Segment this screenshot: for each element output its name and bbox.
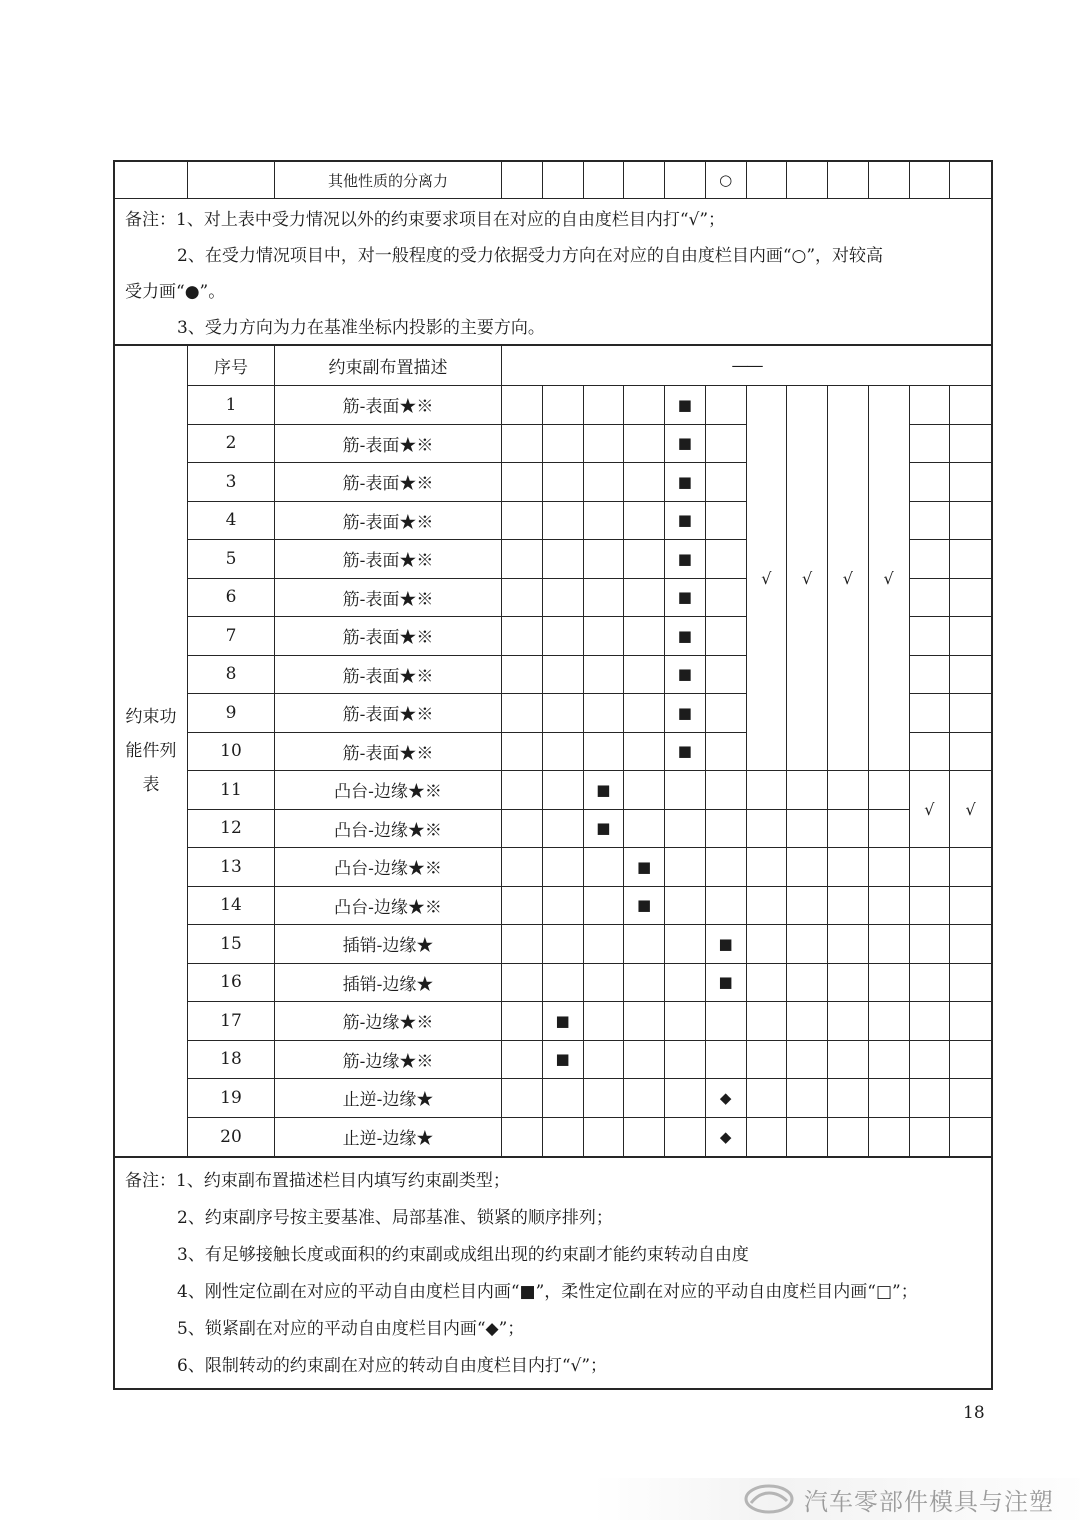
grid-cell xyxy=(950,925,991,964)
grid-cell xyxy=(787,848,828,887)
check-cell: √ xyxy=(828,386,869,771)
grid-cell xyxy=(624,771,665,810)
grid-cell xyxy=(624,579,665,618)
grid-cell xyxy=(502,502,543,541)
seq-cell: 6 xyxy=(188,579,275,618)
side-title xyxy=(115,346,188,1156)
watermark xyxy=(0,1478,1080,1520)
grid-cell xyxy=(502,887,543,926)
grid-cell xyxy=(502,1118,543,1157)
grid-cell xyxy=(584,694,625,733)
grid-cell xyxy=(624,1041,665,1080)
grid-cell xyxy=(502,848,543,887)
desc-cell: 筋-表面★※ xyxy=(275,540,502,579)
grid-cell xyxy=(869,848,910,887)
grid-cell xyxy=(706,810,747,849)
desc-cell: 筋-表面★※ xyxy=(275,656,502,695)
grid-cell xyxy=(665,925,706,964)
desc-cell: 凸台-边缘★※ xyxy=(275,810,502,849)
grid-cell xyxy=(624,386,665,425)
grid-cell xyxy=(624,694,665,733)
grid-cell xyxy=(502,463,543,502)
grid-cell xyxy=(910,887,951,926)
desc-cell: 筋-表面★※ xyxy=(275,425,502,464)
grid-cell xyxy=(747,1118,788,1157)
grid-cell xyxy=(584,925,625,964)
grid-cell xyxy=(828,964,869,1003)
grid-cell xyxy=(665,848,706,887)
grid-cell xyxy=(584,425,625,464)
header-desc: 约束副布置描述 xyxy=(275,346,502,386)
grid-cell xyxy=(910,656,951,695)
mark-cell: ■ xyxy=(665,502,706,541)
grid-cell xyxy=(910,463,951,502)
grid-cell xyxy=(502,386,543,425)
seq-cell: 12 xyxy=(188,810,275,849)
grid-cell xyxy=(584,848,625,887)
grid-cell xyxy=(624,1118,665,1157)
grid-cell xyxy=(502,1002,543,1041)
desc-cell: 筋-表面★※ xyxy=(275,694,502,733)
seq-cell: 8 xyxy=(188,656,275,695)
grid-cell xyxy=(869,925,910,964)
grid-cell xyxy=(950,386,991,425)
grid-cell xyxy=(706,425,747,464)
seq-cell: 18 xyxy=(188,1041,275,1080)
seq-cell: 7 xyxy=(188,617,275,656)
grid-cell xyxy=(665,810,706,849)
seq-cell: 3 xyxy=(188,463,275,502)
grid-cell xyxy=(584,1118,625,1157)
grid-cell xyxy=(950,733,991,772)
grid-cell xyxy=(543,810,584,849)
main-table xyxy=(115,346,991,1158)
grid-cell xyxy=(502,656,543,695)
continued-table-row xyxy=(115,162,991,199)
grid-cell xyxy=(869,887,910,926)
grid-cell xyxy=(584,579,625,618)
grid-cell xyxy=(706,848,747,887)
grid-cell xyxy=(665,162,706,198)
grid-cell xyxy=(543,848,584,887)
grid-cell xyxy=(828,1041,869,1080)
mark-cell: ■ xyxy=(706,925,747,964)
mark-cell: ■ xyxy=(665,425,706,464)
grid-cell xyxy=(502,540,543,579)
grid-cell xyxy=(624,425,665,464)
watermark-text: 汽车零部件模具与注塑 xyxy=(804,1487,1054,1516)
desc-cell: 筋-边缘★※ xyxy=(275,1041,502,1080)
grid-cell xyxy=(584,502,625,541)
desc-cell: 止逆-边缘★ xyxy=(275,1079,502,1118)
desc-cell: 凸台-边缘★※ xyxy=(275,887,502,926)
seq-cell: 19 xyxy=(188,1079,275,1118)
grid-cell xyxy=(543,1079,584,1118)
check-cell: √ xyxy=(910,771,951,848)
force-type-label: 其他性质的分离力 xyxy=(275,162,502,198)
grid-cell xyxy=(747,964,788,1003)
grid-cell xyxy=(706,1041,747,1080)
grid-cell xyxy=(502,1041,543,1080)
grid-cell xyxy=(910,386,951,425)
mark-cell: ■ xyxy=(665,733,706,772)
seq-cell: 14 xyxy=(188,887,275,926)
grid-cell xyxy=(584,617,625,656)
grid-cell xyxy=(950,1002,991,1041)
grid-cell xyxy=(910,1002,951,1041)
grid-cell xyxy=(543,887,584,926)
side-title-line: 能件列 xyxy=(125,741,177,761)
grid-cell xyxy=(869,1118,910,1157)
grid-cell xyxy=(624,1002,665,1041)
grid-cell xyxy=(665,1002,706,1041)
grid-cell xyxy=(706,540,747,579)
grid-cell xyxy=(747,887,788,926)
grid-cell xyxy=(950,694,991,733)
page-number: 18 xyxy=(963,1403,985,1423)
grid-cell xyxy=(869,1041,910,1080)
mark-cell: ■ xyxy=(624,848,665,887)
grid-cell xyxy=(665,1041,706,1080)
note-line: 5、锁紧副在对应的平动自由度栏目内画“◆”； xyxy=(177,1319,525,1339)
grid-cell xyxy=(502,1079,543,1118)
grid-cell xyxy=(543,386,584,425)
side-title-line: 表 xyxy=(142,775,160,795)
desc-cell: 筋-表面★※ xyxy=(275,386,502,425)
check-cell: √ xyxy=(747,386,788,771)
grid-cell xyxy=(543,733,584,772)
grid-cell xyxy=(787,1079,828,1118)
grid-cell xyxy=(624,656,665,695)
desc-cell: 筋-表面★※ xyxy=(275,617,502,656)
grid-cell xyxy=(543,463,584,502)
grid-cell xyxy=(543,425,584,464)
grid-cell xyxy=(624,733,665,772)
constraint-document-table xyxy=(113,160,993,1390)
grid-cell xyxy=(910,848,951,887)
grid-cell xyxy=(543,694,584,733)
grid-cell xyxy=(950,540,991,579)
seq-cell: 11 xyxy=(188,771,275,810)
grid-cell xyxy=(950,1041,991,1080)
grid-cell xyxy=(910,540,951,579)
empty-cell xyxy=(115,162,188,198)
seq-cell: 9 xyxy=(188,694,275,733)
grid-cell xyxy=(950,656,991,695)
header-seq: 序号 xyxy=(188,346,275,386)
mark-cell: ■ xyxy=(624,887,665,926)
grid-cell xyxy=(787,925,828,964)
note-line: 2、在受力情况项目中，对一般程度的受力依据受力方向在对应的自由度栏目内画“○”，对较高 xyxy=(177,246,884,266)
grid-cell xyxy=(624,1079,665,1118)
grid-cell xyxy=(787,162,828,198)
grid-cell xyxy=(950,1079,991,1118)
note-line: 2、约束副序号按主要基准、局部基准、锁紧的顺序排列； xyxy=(177,1208,613,1228)
mark-cell: ■ xyxy=(665,694,706,733)
grid-cell xyxy=(543,656,584,695)
grid-cell xyxy=(584,887,625,926)
grid-cell xyxy=(869,771,910,810)
grid-cell xyxy=(624,502,665,541)
grid-cell xyxy=(543,617,584,656)
mark-cell: ■ xyxy=(584,771,625,810)
grid-cell xyxy=(787,1002,828,1041)
grid-cell xyxy=(950,463,991,502)
grid-cell xyxy=(950,579,991,618)
grid-cell xyxy=(910,617,951,656)
desc-cell: 筋-表面★※ xyxy=(275,502,502,541)
mark-cell: ■ xyxy=(665,579,706,618)
side-title-line: 约束功 xyxy=(125,707,177,727)
grid-cell xyxy=(706,733,747,772)
desc-cell: 凸台-边缘★※ xyxy=(275,771,502,810)
grid-cell xyxy=(828,1118,869,1157)
desc-cell: 插销-边缘★ xyxy=(275,925,502,964)
grid-cell xyxy=(706,1002,747,1041)
grid-cell xyxy=(624,617,665,656)
seq-cell: 1 xyxy=(188,386,275,425)
grid-cell xyxy=(706,694,747,733)
grid-cell xyxy=(787,810,828,849)
grid-cell xyxy=(950,162,991,198)
grid-cell xyxy=(828,887,869,926)
grid-cell xyxy=(950,887,991,926)
grid-cell xyxy=(706,887,747,926)
grid-cell xyxy=(747,1002,788,1041)
desc-cell: 凸台-边缘★※ xyxy=(275,848,502,887)
grid-cell xyxy=(543,1118,584,1157)
grid-cell xyxy=(787,887,828,926)
grid-cell xyxy=(502,162,543,198)
grid-cell xyxy=(910,964,951,1003)
grid-cell xyxy=(747,1079,788,1118)
grid-cell xyxy=(584,733,625,772)
grid-cell xyxy=(624,540,665,579)
grid-cell xyxy=(543,771,584,810)
grid-cell xyxy=(950,425,991,464)
grid-cell xyxy=(584,540,625,579)
grid-cell xyxy=(543,162,584,198)
grid-cell xyxy=(624,162,665,198)
mark-cell: ◆ xyxy=(706,1079,747,1118)
desc-cell: 筋-表面★※ xyxy=(275,463,502,502)
grid-cell xyxy=(543,502,584,541)
grid-cell xyxy=(869,810,910,849)
grid-cell xyxy=(502,925,543,964)
force-mark-cell: ○ xyxy=(706,162,747,198)
grid-cell xyxy=(543,579,584,618)
check-cell: √ xyxy=(869,386,910,771)
grid-cell xyxy=(950,964,991,1003)
notes-bottom xyxy=(115,1158,991,1388)
seq-cell: 17 xyxy=(188,1002,275,1041)
grid-cell xyxy=(828,1079,869,1118)
seq-cell: 5 xyxy=(188,540,275,579)
grid-cell xyxy=(706,617,747,656)
grid-cell xyxy=(584,386,625,425)
grid-cell xyxy=(502,810,543,849)
note-line: 受力画“●”。 xyxy=(125,282,226,302)
grid-cell xyxy=(910,925,951,964)
grid-cell xyxy=(910,162,951,198)
grid-cell xyxy=(910,1118,951,1157)
grid-cell xyxy=(747,925,788,964)
grid-cell xyxy=(828,771,869,810)
seq-cell: 2 xyxy=(188,425,275,464)
grid-cell xyxy=(624,463,665,502)
note-line: 6、限制转动的约束副在对应的转动自由度栏目内打“√”； xyxy=(177,1356,608,1376)
grid-cell xyxy=(665,964,706,1003)
grid-cell xyxy=(502,425,543,464)
check-cell: √ xyxy=(950,771,991,848)
grid-cell xyxy=(502,771,543,810)
header-rest: —— xyxy=(502,346,991,386)
seq-cell: 4 xyxy=(188,502,275,541)
seq-cell: 15 xyxy=(188,925,275,964)
grid-cell xyxy=(706,656,747,695)
grid-cell xyxy=(706,502,747,541)
note-line: 4、刚性定位副在对应的平动自由度栏目内画“■”，柔性定位副在对应的平动自由度栏目内画“□”； xyxy=(177,1282,918,1302)
grid-cell xyxy=(665,887,706,926)
grid-cell xyxy=(787,1041,828,1080)
grid-cell xyxy=(828,810,869,849)
grid-cell xyxy=(665,1118,706,1157)
grid-cell xyxy=(787,771,828,810)
grid-cell xyxy=(665,771,706,810)
grid-cell xyxy=(502,964,543,1003)
grid-cell xyxy=(747,1041,788,1080)
grid-cell xyxy=(950,1118,991,1157)
mark-cell: ■ xyxy=(584,810,625,849)
grid-cell xyxy=(584,1041,625,1080)
grid-cell xyxy=(869,162,910,198)
note-line: 3、有足够接触长度或面积的约束副或成组出现的约束副才能约束转动自由度 xyxy=(177,1245,749,1265)
car-logo-icon xyxy=(744,1484,794,1514)
grid-cell xyxy=(747,162,788,198)
grid-cell xyxy=(502,733,543,772)
notes-top xyxy=(115,199,991,346)
mark-cell: ◆ xyxy=(706,1118,747,1157)
grid-cell xyxy=(747,848,788,887)
grid-cell xyxy=(869,1079,910,1118)
grid-cell xyxy=(584,964,625,1003)
mark-cell: ■ xyxy=(543,1041,584,1080)
grid-cell xyxy=(584,463,625,502)
grid-cell xyxy=(706,386,747,425)
mark-cell: ■ xyxy=(665,656,706,695)
grid-cell xyxy=(706,463,747,502)
desc-cell: 插销-边缘★ xyxy=(275,964,502,1003)
check-cell: √ xyxy=(787,386,828,771)
grid-cell xyxy=(665,1079,706,1118)
grid-cell xyxy=(706,579,747,618)
mark-cell: ■ xyxy=(665,540,706,579)
grid-cell xyxy=(584,1002,625,1041)
grid-cell xyxy=(543,925,584,964)
grid-cell xyxy=(828,1002,869,1041)
note-line: 备注：1、约束副布置描述栏目内填写约束副类型； xyxy=(125,1171,510,1191)
grid-cell xyxy=(869,964,910,1003)
grid-cell xyxy=(747,771,788,810)
grid-cell xyxy=(950,848,991,887)
mark-cell: ■ xyxy=(665,617,706,656)
grid-cell xyxy=(950,502,991,541)
seq-cell: 13 xyxy=(188,848,275,887)
mark-cell: ■ xyxy=(543,1002,584,1041)
desc-cell: 筋-表面★※ xyxy=(275,733,502,772)
desc-cell: 止逆-边缘★ xyxy=(275,1118,502,1157)
seq-cell: 10 xyxy=(188,733,275,772)
grid-cell xyxy=(910,1079,951,1118)
grid-cell xyxy=(910,694,951,733)
grid-cell xyxy=(910,502,951,541)
grid-cell xyxy=(584,1079,625,1118)
grid-cell xyxy=(502,694,543,733)
grid-cell xyxy=(502,617,543,656)
grid-cell xyxy=(910,1041,951,1080)
mark-cell: ■ xyxy=(665,386,706,425)
grid-cell xyxy=(787,1118,828,1157)
empty-cell xyxy=(188,162,275,198)
seq-cell: 20 xyxy=(188,1118,275,1157)
grid-cell xyxy=(543,964,584,1003)
grid-cell xyxy=(706,771,747,810)
note-line: 3、受力方向为力在基准坐标内投影的主要方向。 xyxy=(177,318,545,338)
grid-cell xyxy=(828,162,869,198)
grid-cell xyxy=(584,656,625,695)
grid-cell xyxy=(624,810,665,849)
grid-cell xyxy=(584,162,625,198)
grid-cell xyxy=(787,964,828,1003)
grid-cell xyxy=(543,540,584,579)
mark-cell: ■ xyxy=(665,463,706,502)
grid-cell xyxy=(950,617,991,656)
grid-cell xyxy=(828,848,869,887)
desc-cell: 筋-表面★※ xyxy=(275,579,502,618)
note-line: 备注：1、对上表中受力情况以外的约束要求项目在对应的自由度栏目内打“√”； xyxy=(125,210,726,230)
grid-cell xyxy=(910,425,951,464)
grid-cell xyxy=(502,579,543,618)
grid-cell xyxy=(910,733,951,772)
grid-cell xyxy=(624,964,665,1003)
grid-cell xyxy=(624,925,665,964)
desc-cell: 筋-边缘★※ xyxy=(275,1002,502,1041)
grid-cell xyxy=(869,1002,910,1041)
grid-cell xyxy=(828,925,869,964)
seq-cell: 16 xyxy=(188,964,275,1003)
mark-cell: ■ xyxy=(706,964,747,1003)
grid-cell xyxy=(747,810,788,849)
grid-cell xyxy=(910,579,951,618)
